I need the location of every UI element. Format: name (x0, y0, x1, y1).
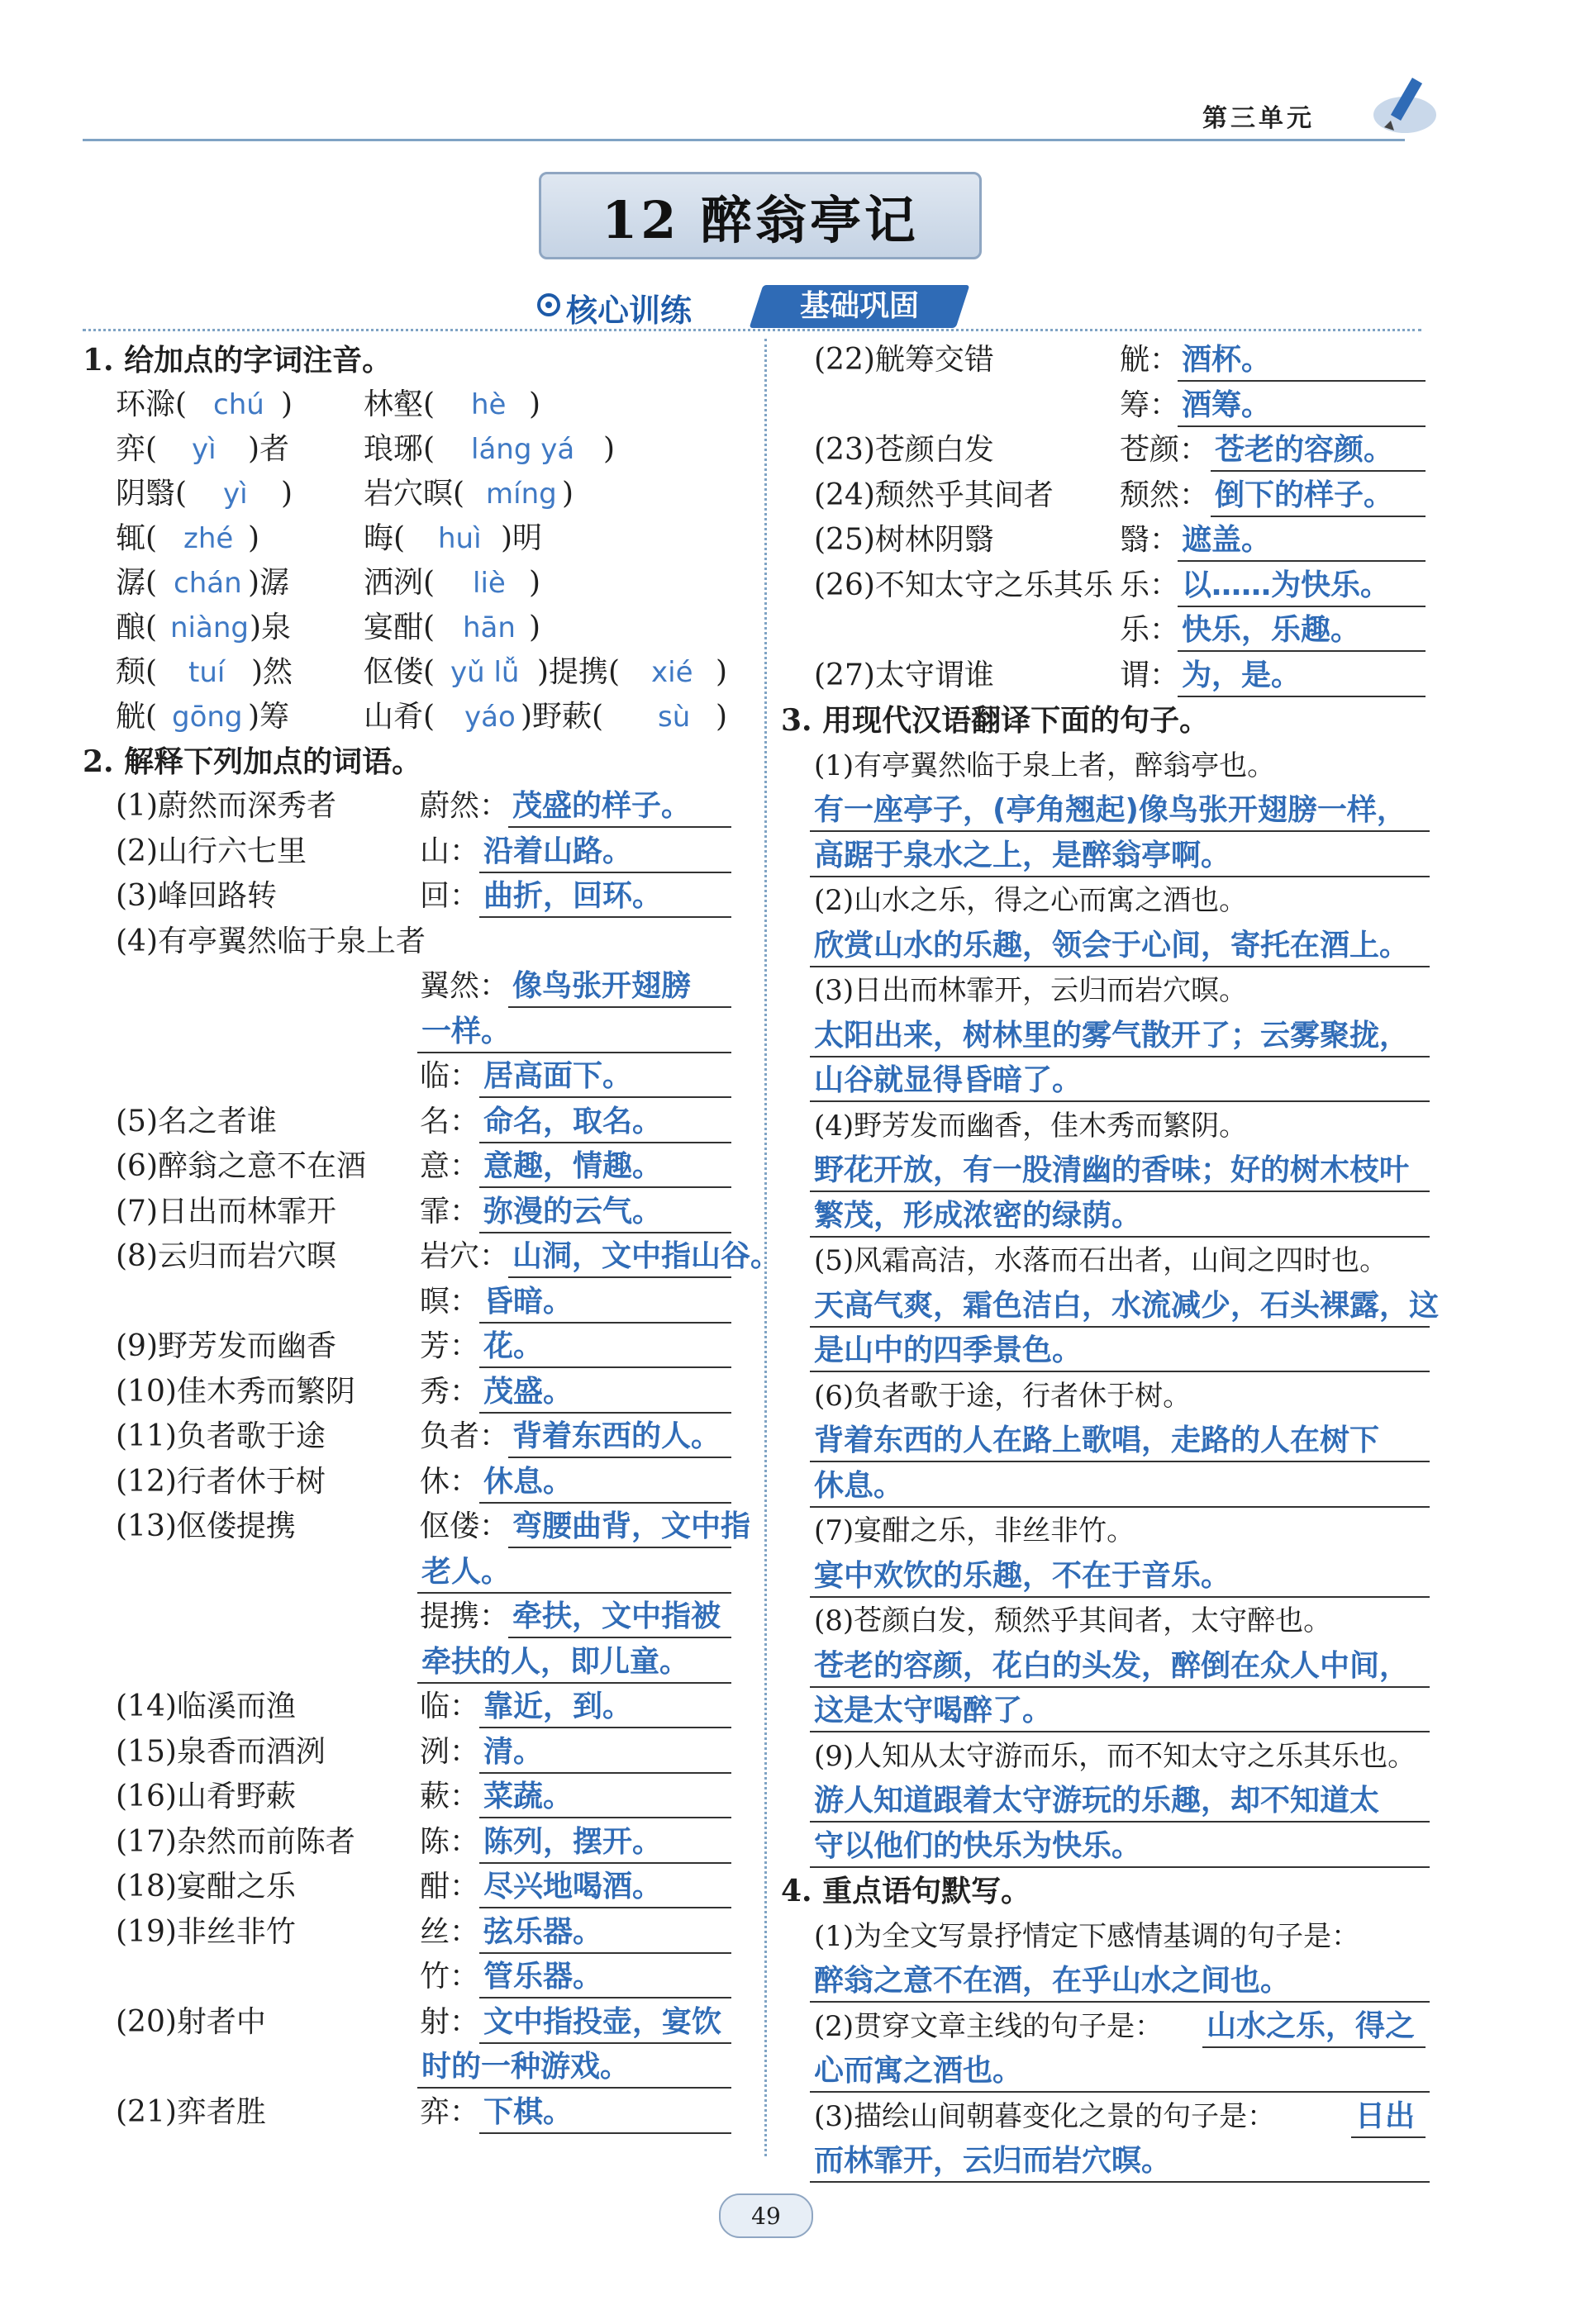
q4-item-question: (1)为全文写景抒情定下感情基调的句子是： (814, 1919, 1360, 1953)
q2-item-question: (14)临溪而渔 (116, 1690, 296, 1723)
q1-item-pre: 弈( (116, 432, 158, 466)
q2-item-keyword: 乐： (1120, 568, 1180, 602)
q2-item-answer: 苍老的容颜。 (1215, 433, 1394, 467)
answer-underline (810, 1506, 1430, 1508)
q1-item-pinyin: xié (651, 656, 693, 689)
q2-item-question: (12)行者休于树 (116, 1464, 326, 1499)
q4-item-answer-line: 而林霏开，云归而岩穴暝。 (814, 2144, 1172, 2178)
q2-item-answer: 像鸟张开翅膀 (512, 969, 692, 1003)
q2-item-answer: 时的一种游戏。 (421, 2050, 631, 2084)
q2-item-question: (1)蔚然而深秀者 (116, 789, 336, 823)
answer-underline (508, 1547, 731, 1548)
answer-underline (479, 2042, 731, 2044)
q1-item-post: ) (716, 700, 728, 734)
q2-item-answer: 遮盖。 (1182, 523, 1272, 557)
q2-item-keyword: 芳： (420, 1329, 480, 1363)
q2-item-question: (10)佳木秀而繁阴 (116, 1374, 355, 1409)
q2-item-keyword: 岩穴： (420, 1239, 510, 1273)
q1-item-post: ) (529, 611, 541, 644)
q2-item-answer: 昏暗。 (483, 1284, 574, 1319)
q2-item-question: (19)非丝非竹 (116, 1914, 296, 1949)
answer-underline (810, 966, 1430, 967)
q2-item-answer: 居高面下。 (483, 1059, 633, 1093)
q2-item-answer: 靠近，到。 (483, 1690, 633, 1723)
answer-underline (508, 1457, 731, 1458)
answer-underline (1178, 380, 1426, 382)
q2-item-keyword: 暝： (420, 1284, 480, 1319)
answer-underline (1178, 696, 1426, 697)
q2-item-keyword: 负者： (420, 1419, 510, 1453)
answer-underline (479, 1502, 731, 1504)
q2-item-keyword: 颓然： (1120, 478, 1210, 512)
q1-item-post: )明 (501, 521, 543, 555)
answer-underline (1351, 2136, 1426, 2138)
q2-item-keyword: 休： (420, 1464, 480, 1499)
q2-item-answer: 茂盛的样子。 (512, 789, 692, 823)
q1-item-post: )然 (251, 655, 293, 689)
answer-underline (417, 1682, 731, 1684)
answer-underline (479, 2132, 731, 2134)
q2-item-keyword: 山： (420, 834, 480, 868)
q2-item-question: (22)觥筹交错 (814, 343, 994, 377)
q2-item-question: (23)苍颜白发 (814, 433, 994, 467)
answer-underline (810, 1866, 1430, 1868)
answer-underline (1178, 560, 1426, 562)
answer-underline (479, 916, 731, 918)
q2-item-answer: 文中指投壶，宴饮 (483, 2004, 722, 2039)
q1-item-pinyin: yǔ lǚ (450, 656, 520, 689)
q1-item-pinyin: tuí (188, 656, 226, 689)
q2-item-keyword: 射： (420, 2004, 480, 2039)
q2-item-answer: 牵扶，文中指被 (512, 1599, 721, 1633)
q2-item-keyword: 回： (420, 879, 480, 913)
q1-item-post: ) (529, 387, 541, 421)
q3-heading: 3. 用现代汉语翻译下面的句子。 (781, 703, 1210, 738)
q2-item-answer: 命名，取名。 (483, 1104, 663, 1138)
q2-item-answer: 曲折，回环。 (483, 879, 663, 913)
q1-item-pinyin: gōng (172, 701, 243, 734)
q3-item-answer-line: 野花开放，有一股清幽的香味；好的树木枝叶 (814, 1153, 1410, 1187)
q2-item-keyword: 秀： (420, 1374, 480, 1409)
q2-item-answer: 休息。 (483, 1464, 574, 1499)
q2-item-keyword: 竹： (420, 1960, 480, 1994)
q2-item-answer: 弥漫的云气。 (483, 1194, 663, 1229)
q3-item-answer-line: 游人知道跟着太守游玩的乐趣，却不知道太 (814, 1784, 1380, 1818)
q1-item-pre: 环滁( (116, 387, 188, 421)
q2-item-keyword: 洌： (420, 1734, 480, 1769)
q3-item-question: (5)风霜高洁，水落而石出者，山间之四时也。 (814, 1244, 1388, 1277)
answer-underline (508, 1006, 731, 1008)
q1-item-post: )潺 (248, 566, 290, 600)
answer-underline (479, 1862, 731, 1864)
answer-underline (508, 1276, 731, 1278)
page-number-badge (719, 2193, 813, 2238)
q1-item-pre: 山肴( (364, 700, 436, 734)
q2-item-keyword: 弈： (420, 2094, 480, 2129)
q4-item-answer-line: 日出 (1355, 2098, 1416, 2133)
q2-item-answer: 下棋。 (483, 2094, 574, 2129)
lesson-title: 12 醉翁亭记 (602, 189, 919, 250)
q1-item-pre: 颓( (116, 655, 158, 689)
q3-item-answer-line: 这是太守喝醉了。 (814, 1694, 1053, 1728)
q3-item-question: (7)宴酣之乐，非丝非竹。 (814, 1514, 1135, 1547)
answer-underline (417, 2087, 731, 2089)
q2-item-answer: 酒筹。 (1182, 387, 1272, 422)
q2-item-keyword: 伛偻： (420, 1509, 510, 1543)
q2-item-answer: 倒下的样子。 (1215, 478, 1394, 512)
q3-item-question: (4)野芳发而幽香，佳木秀而繁阴。 (814, 1109, 1248, 1143)
answer-underline (508, 826, 731, 828)
q2-item-answer: 菜蔬。 (483, 1780, 574, 1813)
answer-underline (1202, 2046, 1426, 2048)
q2-item-answer: 牵扶的人，即儿童。 (421, 1644, 690, 1679)
answer-underline (810, 2001, 1430, 2003)
q2-item-answer: 快乐，乐趣。 (1182, 613, 1361, 647)
q3-item-answer-line: 天高气爽，霜色洁白，水流减少，石头裸露，这 (814, 1288, 1440, 1323)
q4-item-answer-line: 心而寓之酒也。 (814, 2054, 1023, 2088)
q2-item-question: (15)泉香而酒洌 (116, 1734, 326, 1769)
lesson-title-box (539, 172, 982, 259)
answer-underline (1211, 470, 1426, 472)
answer-underline (1178, 650, 1426, 652)
q3-item-question: (1)有亭翼然临于泉上者，醉翁亭也。 (814, 749, 1276, 782)
q2-item-question: (27)太守谓谁 (814, 658, 994, 692)
q1-item-pinyin: zhé (183, 522, 234, 555)
q2-item-answer: 管乐器。 (483, 1960, 603, 1994)
q3-item-answer-line: 是山中的四季景色。 (814, 1333, 1083, 1367)
q2-item-keyword: 苍颜： (1120, 433, 1210, 467)
q2-item-keyword: 名： (420, 1104, 480, 1138)
q4-heading: 4. 重点语句默写。 (781, 1874, 1031, 1908)
q2-item-answer: 背着东西的人。 (512, 1419, 721, 1453)
answer-underline (479, 1997, 731, 1998)
q1-item-post: ) (281, 477, 293, 511)
q3-item-answer-line: 守以他们的快乐为快乐。 (814, 1828, 1142, 1863)
q1-item-pinyin: huì (438, 522, 482, 555)
q1-item-post: ) (529, 566, 541, 600)
answer-underline (479, 1817, 731, 1818)
page-number: 49 (751, 2202, 781, 2230)
q2-item-keyword: 蔚然： (420, 789, 510, 823)
answer-underline (810, 1056, 1430, 1057)
unit-label: 第三单元 (1202, 104, 1315, 133)
q3-item-question: (6)负者歌于途，行者休于树。 (814, 1379, 1192, 1413)
q3-item-answer-line: 背着东西的人在路上歌唱，走路的人在树下 (814, 1423, 1380, 1457)
q2-item-keyword: 谓： (1120, 658, 1180, 692)
q1-item-pinyin: niàng (170, 611, 249, 644)
answer-underline (810, 1821, 1430, 1823)
q2-item-question: (8)云归而岩穴暝 (116, 1239, 336, 1273)
q2-item-answer: 沿着山路。 (483, 834, 633, 868)
q2-item-question: (25)树林阴翳 (814, 523, 994, 557)
q1-item-pinyin: chú (213, 388, 264, 421)
q2-item-keyword: 临： (420, 1059, 480, 1093)
answer-underline (810, 2181, 1430, 2183)
answer-underline (508, 1637, 731, 1638)
q2-item-question: (26)不知太守之乐其乐 (814, 568, 1113, 602)
q1-item-post: )者 (248, 432, 290, 466)
q3-item-answer-line: 有一座亭子，(亭角翘起)像鸟张开翅膀一样， (814, 793, 1407, 827)
q1-item-pre: 觥( (116, 700, 158, 734)
q2-item-question: (17)杂然而前陈者 (116, 1824, 355, 1859)
answer-underline (810, 1461, 1430, 1462)
q2-item-question: (21)弈者胜 (116, 2094, 266, 2129)
q1-item-pre: 酿( (116, 611, 158, 644)
q1-item-pinyin: míng (486, 478, 557, 511)
q2-item-keyword: 临： (420, 1690, 480, 1723)
q3-item-answer-line: 休息。 (814, 1468, 904, 1503)
answer-underline (810, 830, 1430, 832)
q1-item-pinyin: láng yá (471, 433, 575, 466)
q1-item-pre: 辄( (116, 521, 158, 555)
q2-item-keyword: 陈： (420, 1824, 480, 1859)
q2-item-answer: 以……为快乐。 (1182, 568, 1391, 602)
q2-item-keyword: 筹： (1120, 387, 1180, 422)
section-tag (750, 285, 970, 328)
q1-heading: 1. 给加点的字词注音。 (83, 343, 393, 378)
q1-item-pre: 岩穴暝( (364, 477, 465, 511)
q2-item-keyword: 觥： (1120, 343, 1180, 377)
q2-item-keyword: 翳： (1120, 523, 1180, 557)
q3-item-question: (9)人知从太守游而乐，而不知太守之乐其乐也。 (814, 1739, 1416, 1773)
q2-item-question: (2)山行六七里 (116, 834, 307, 868)
answer-underline (479, 1186, 731, 1188)
q1-item-post: ) (248, 521, 260, 555)
answer-underline (810, 1191, 1430, 1192)
answer-underline (479, 1232, 731, 1233)
q2-item-question: (9)野芳发而幽香 (116, 1329, 336, 1363)
q1-item-pinyin: liè (473, 567, 506, 600)
q2-item-answer: 山洞，文中指山谷。 (512, 1239, 781, 1273)
q3-item-answer-line: 宴中欢饮的乐趣，不在于音乐。 (814, 1558, 1231, 1593)
section-divider (83, 329, 1421, 331)
q1-item-post: )筹 (248, 700, 290, 734)
q2-item-question: (11)负者歌于途 (116, 1419, 326, 1453)
q1-item-post: ) (562, 477, 574, 511)
answer-underline (479, 1907, 731, 1908)
q2-item-keyword: 丝： (420, 1914, 480, 1949)
q3-item-answer-line: 太阳出来，树林里的雾气散开了；云雾聚拢， (814, 1018, 1410, 1053)
q2-item-keyword: 霏： (420, 1194, 480, 1229)
q1-item-pinyin: yì (223, 478, 248, 511)
answer-underline (417, 1052, 731, 1053)
q2-item-answer: 茂盛。 (483, 1374, 574, 1409)
answer-underline (479, 1952, 731, 1954)
answer-underline (810, 2091, 1430, 2093)
q1-item-pinyin: sù (658, 701, 691, 734)
q2-item-keyword: 意： (420, 1149, 480, 1183)
answer-underline (1211, 516, 1426, 517)
answer-underline (810, 1596, 1430, 1598)
q2-item-answer: 弯腰曲背，文中指 (512, 1509, 751, 1543)
q1-item-pre: 林壑( (364, 387, 436, 421)
q2-heading: 2. 解释下列加点的词语。 (83, 744, 422, 779)
q1-item-post: ) (603, 432, 616, 466)
q2-item-question: (18)宴酣之乐 (116, 1870, 296, 1903)
q3-item-answer-line: 苍老的容颜，花白的头发，醉倒在众人中间， (814, 1648, 1410, 1683)
answer-underline (479, 1322, 731, 1324)
q3-item-answer-line: 繁茂，形成浓密的绿荫。 (814, 1198, 1142, 1233)
pen-icon (1368, 69, 1442, 144)
q4-item-answer-line: 山水之乐，得之 (1207, 2008, 1416, 2043)
q2-item-answer: 花。 (483, 1329, 544, 1363)
q4-item-question: (2)贯穿文章主线的句子是： (814, 2009, 1164, 2043)
q2-item-question: (24)颓然乎其间者 (814, 478, 1054, 512)
q4-item-question: (3)描绘山间朝暮变化之景的句子是： (814, 2099, 1276, 2133)
answer-underline (479, 1412, 731, 1414)
q2-item-answer: 一样。 (421, 1014, 512, 1048)
answer-underline (417, 1592, 731, 1594)
q2-item-question: (20)射者中 (116, 2004, 266, 2039)
q1-item-pre: 琅琊( (364, 432, 436, 466)
q2-item-question: (4)有亭翼然临于泉上者 (116, 924, 426, 958)
q2-item-question: (13)伛偻提携 (116, 1509, 296, 1543)
q2-item-question: (6)醉翁之意不在酒 (116, 1149, 366, 1183)
q1-item-pinyin: yáo (464, 701, 516, 734)
q3-item-question: (2)山水之乐，得之心而寓之酒也。 (814, 884, 1248, 917)
answer-underline (479, 1142, 731, 1143)
q2-item-answer: 清。 (483, 1734, 544, 1769)
q1-item-post: ) (716, 655, 728, 689)
q2-item-answer: 意趣，情趣。 (483, 1149, 663, 1183)
q2-item-keyword: 翼然： (420, 969, 510, 1003)
q1-item-pre: 宴酣( (364, 611, 436, 644)
q2-item-keyword: 乐： (1120, 613, 1180, 647)
answer-underline (810, 1686, 1430, 1688)
q1-item-pre: 伛偻( (364, 655, 436, 689)
answer-underline (479, 1772, 731, 1774)
q2-item-keyword: 蔌： (420, 1780, 480, 1813)
answer-underline (479, 1366, 731, 1368)
q1-item-pinyin: hān (463, 611, 516, 644)
q3-item-question: (8)苍颜白发，颓然乎其间者，太守醉也。 (814, 1604, 1332, 1637)
target-icon (537, 293, 560, 316)
answer-underline (479, 1096, 731, 1098)
q2-item-answer: 陈列，摆开。 (483, 1824, 663, 1859)
q2-item-question: (5)名之者谁 (116, 1104, 277, 1138)
section-core-label: 核心训练 (566, 292, 693, 329)
answer-underline (479, 872, 731, 873)
q4-item-answer-line: 醉翁之意不在酒，在乎山水之间也。 (814, 1964, 1291, 1998)
q3-item-question: (3)日出而林霏开，云归而岩穴暝。 (814, 974, 1248, 1007)
section-bar (537, 285, 983, 328)
q1-item-pinyin: yì (192, 433, 217, 466)
q1-item-post: )野蔌( (521, 700, 604, 734)
q1-item-post: )泉 (250, 611, 292, 644)
q1-item-pre: 洒洌( (364, 566, 436, 600)
q2-item-question: (3)峰回路转 (116, 879, 277, 913)
answer-underline (810, 1100, 1430, 1102)
answer-underline (810, 1236, 1430, 1238)
answer-underline (810, 1371, 1430, 1372)
q2-item-answer: 为，是。 (1182, 658, 1302, 692)
q1-item-pinyin: chán (174, 567, 242, 600)
answer-underline (810, 1326, 1430, 1328)
section-tag-label: 基础巩固 (799, 289, 919, 323)
answer-underline (1178, 606, 1426, 607)
q1-item-pre: 阴翳( (116, 477, 188, 511)
q3-item-answer-line: 欣赏山水的乐趣，领会于心间，寄托在酒上。 (814, 928, 1410, 962)
q1-item-post: )提携( (537, 655, 621, 689)
q3-item-answer-line: 山谷就显得昏暗了。 (814, 1063, 1083, 1097)
q2-item-keyword: 提携： (420, 1599, 510, 1633)
q2-item-question: (16)山肴野蔌 (116, 1780, 296, 1813)
q3-item-answer-line: 高踞于泉水之上，是醉翁亭啊。 (814, 838, 1231, 872)
q1-item-pinyin: hè (471, 388, 507, 421)
q2-item-answer: 酒杯。 (1182, 343, 1272, 377)
answer-underline (479, 1727, 731, 1728)
q1-item-pre: 潺( (116, 566, 158, 600)
q2-item-question: (7)日出而林霏开 (116, 1194, 336, 1229)
answer-underline (1178, 425, 1426, 427)
q1-item-pre: 晦( (364, 521, 406, 555)
header-rule (83, 139, 1405, 141)
q2-item-answer: 弦乐器。 (483, 1914, 603, 1949)
q2-item-answer: 尽兴地喝酒。 (483, 1870, 663, 1903)
q2-item-answer: 老人。 (421, 1554, 512, 1589)
q2-item-keyword: 酣： (420, 1870, 480, 1903)
answer-underline (810, 1731, 1430, 1732)
q1-item-post: ) (281, 387, 293, 421)
answer-underline (810, 876, 1430, 877)
